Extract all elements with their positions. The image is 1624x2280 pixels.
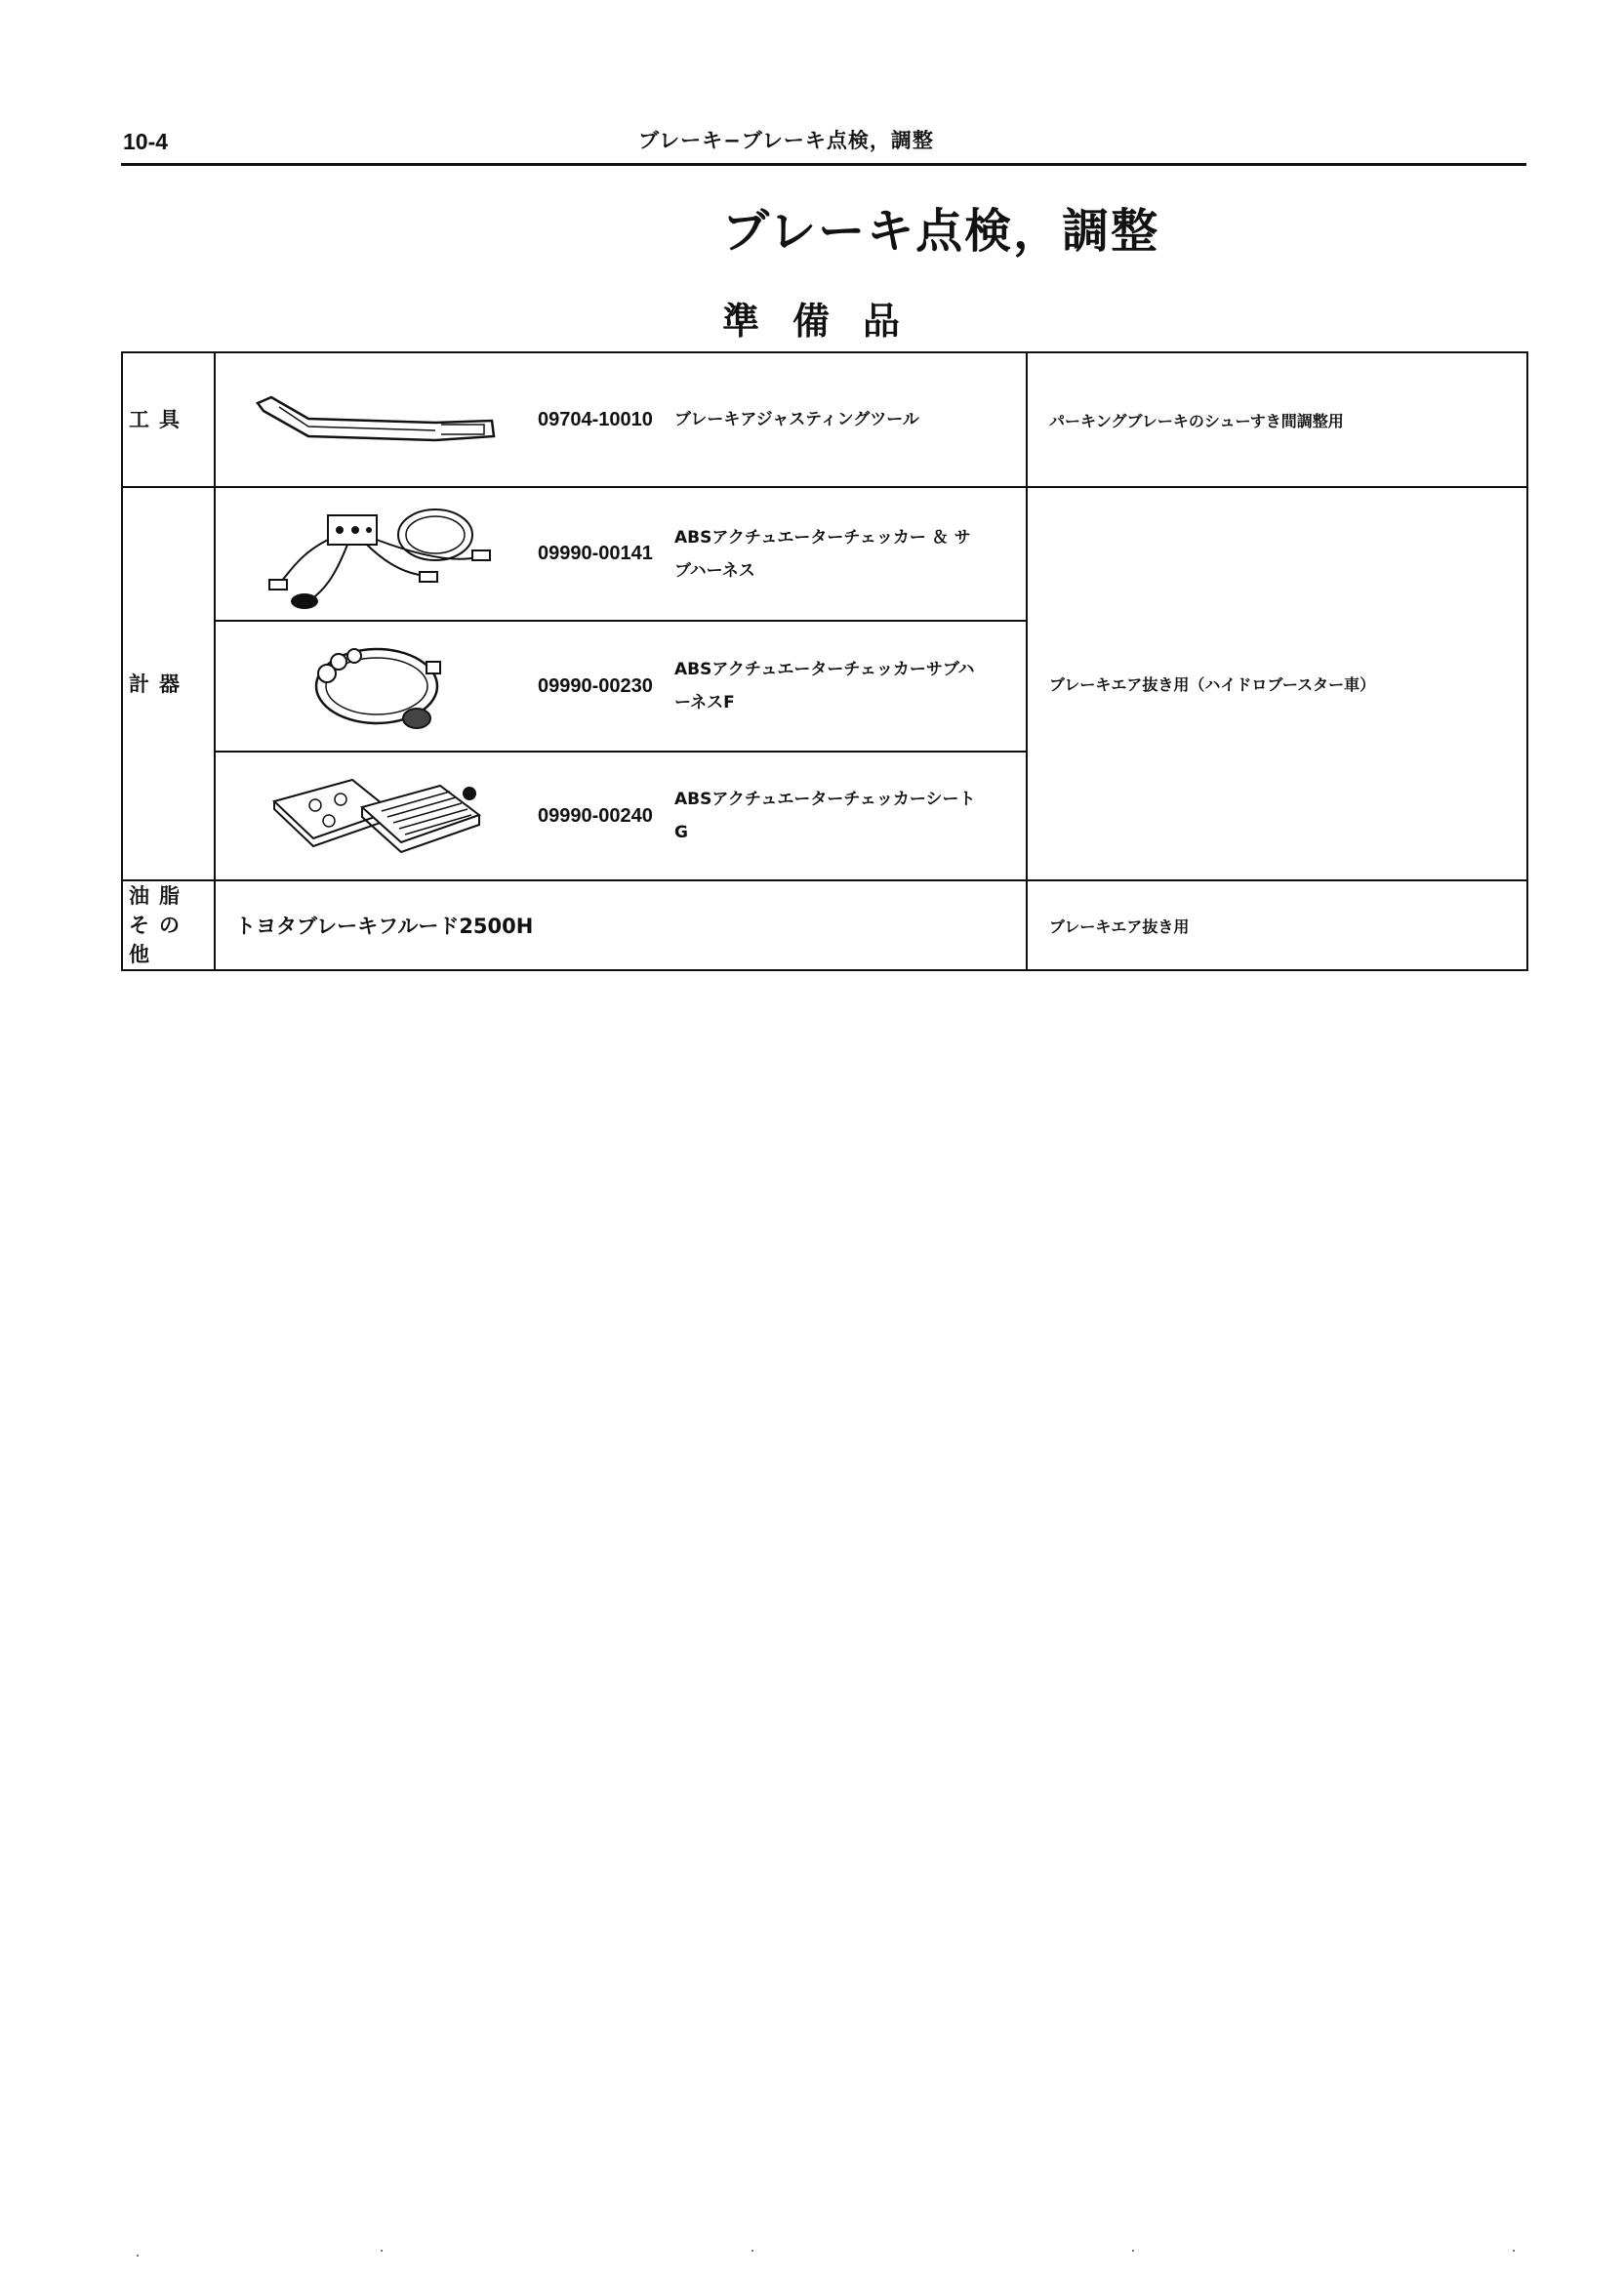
brake-adjusting-tool-icon: [216, 386, 538, 454]
checker-sheet-g-icon: [216, 772, 538, 860]
meter-item: [215, 487, 1027, 621]
section-subtitle: 準備品: [722, 300, 934, 343]
oil-item: トヨタブレーキフルード2500H: [215, 880, 1027, 970]
tool-item: [215, 352, 1027, 487]
part-name: ABSアクチュエーターチェッカーサブハーネスF: [674, 660, 975, 712]
part-number: 09704-10010: [538, 408, 653, 430]
table-row-meters: [122, 487, 1527, 621]
part-number: 09990-00230: [538, 674, 653, 697]
meter-purpose: ブレーキエア抜き用（ハイドロブースター車）: [1027, 487, 1527, 880]
preparation-table: [121, 351, 1528, 971]
table-row-tools: [122, 352, 1527, 487]
table-row-oils: [122, 880, 1527, 970]
scan-mark: [381, 2250, 383, 2252]
category-tools: 工具: [122, 352, 215, 487]
part-name: ABSアクチュエーターチェッカー ＆ サブハーネス: [674, 527, 971, 581]
scan-mark: [1513, 2250, 1515, 2252]
page-number: 10-4: [123, 129, 169, 154]
scan-mark: [1132, 2250, 1134, 2252]
oil-purpose: ブレーキエア抜き用: [1027, 880, 1527, 970]
page-title: ブレーキ点検，調整: [722, 204, 1160, 259]
meter-item: [215, 752, 1027, 880]
meter-item: [215, 621, 1027, 752]
scan-mark: [137, 2255, 139, 2257]
part-number: 09990-00240: [538, 804, 653, 827]
sub-harness-f-icon: [216, 632, 538, 740]
scan-mark: [751, 2250, 753, 2252]
category-meters: 計器: [122, 487, 215, 880]
part-number: 09990-00141: [538, 543, 653, 564]
abs-checker-harness-icon: [216, 496, 538, 613]
running-title: ブレーキ−ブレーキ点検，調整: [638, 129, 934, 152]
tool-purpose: パーキングブレーキのシューすき間調整用: [1027, 352, 1527, 487]
category-oils: 油脂その他: [122, 880, 215, 970]
page-header: [121, 121, 1526, 166]
part-name: ブレーキアジャスティングツール: [674, 410, 919, 429]
part-name: ABSアクチュエーターチェッカーシートG: [674, 790, 976, 842]
